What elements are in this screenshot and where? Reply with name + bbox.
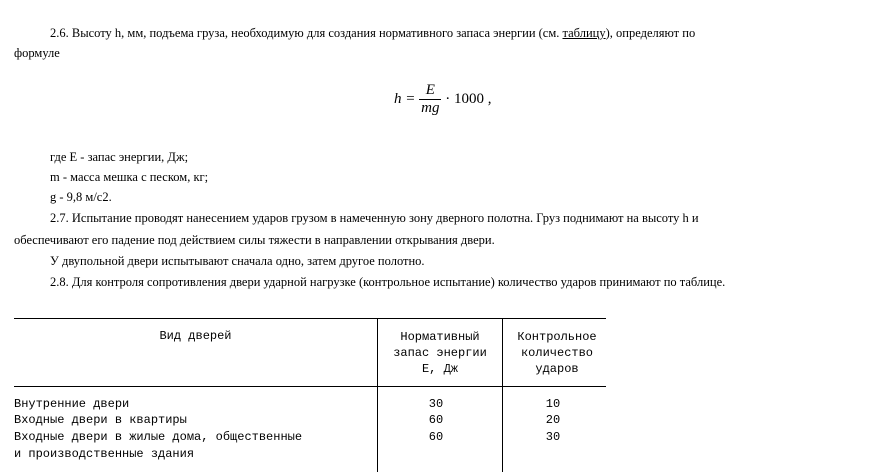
table-row-2-count: 20	[545, 413, 561, 427]
table-header-count-line3: ударов	[535, 362, 579, 376]
paragraph-2-8-line1: 2.8. Для контроля сопротивления двери ударной нагрузке (контрольное испытание) количество ударов принимают по таблице.	[50, 275, 726, 289]
table-row-3-count: 30	[545, 430, 561, 444]
table-header-count-line1: Контрольное	[517, 330, 597, 344]
table-row-3-energy: 60	[428, 430, 444, 444]
formula-lhs: h =	[394, 91, 416, 107]
table-header-count	[503, 329, 611, 377]
table-row-3-type-cont: и производственные здания	[14, 447, 195, 461]
table-row-1-count: 10	[545, 397, 561, 411]
legend-g: g - 9,8 м/с2.	[50, 190, 112, 204]
formula-denominator: mg	[421, 100, 440, 116]
table-header-energy-line2: запас энергии	[393, 346, 487, 360]
table-header-count-line2: количество	[520, 346, 593, 360]
table-row-2-energy: 60	[428, 413, 444, 427]
table-row-2-type: Входные двери в квартиры	[14, 413, 187, 427]
paragraph-2-6-text-b: ), определяют по	[605, 26, 696, 40]
table-top-rule	[14, 318, 606, 319]
paragraph-2-7-line3: У двупольной двери испытывают сначала одно, затем другое полотно.	[50, 254, 425, 268]
legend-e: где Е - запас энергии, Дж;	[50, 150, 189, 164]
table-row-1-type: Внутренние двери	[14, 397, 130, 411]
table-header-energy-line3: Е, Дж	[421, 362, 458, 376]
formula-fraction	[419, 82, 441, 117]
paragraph-2-6-line2: формуле	[14, 46, 60, 60]
table-row-3-type: Входные двери в жилые дома, общественные	[14, 430, 303, 444]
table-header-rule	[14, 386, 606, 387]
formula	[394, 82, 491, 117]
table-link[interactable]: таблицу	[562, 26, 606, 40]
table-header-energy-line1: Нормативный	[400, 330, 480, 344]
paragraph-2-7-line2: обеспечивают его падение под действием силы тяжести в направлении открывания двери.	[14, 233, 495, 247]
formula-rhs: · 1000 ,	[445, 91, 492, 107]
paragraph-2-7-line1: 2.7. Испытание проводят нанесением ударов грузом в намеченную зону дверного полотна. Груз поднимают на высоту h и	[50, 211, 699, 225]
paragraph-2-6-line1	[50, 26, 695, 41]
formula-numerator: E	[419, 82, 441, 100]
legend-m: m - масса мешка с песком, кг;	[50, 170, 209, 184]
table-header-type: Вид дверей	[159, 329, 232, 343]
table-header-energy	[378, 329, 502, 377]
table-row-1-energy: 30	[428, 397, 444, 411]
paragraph-2-6-text-a: 2.6. Высоту h, мм, подъема груза, необходимую для создания нормативного запаса энергии (см.	[50, 26, 560, 40]
